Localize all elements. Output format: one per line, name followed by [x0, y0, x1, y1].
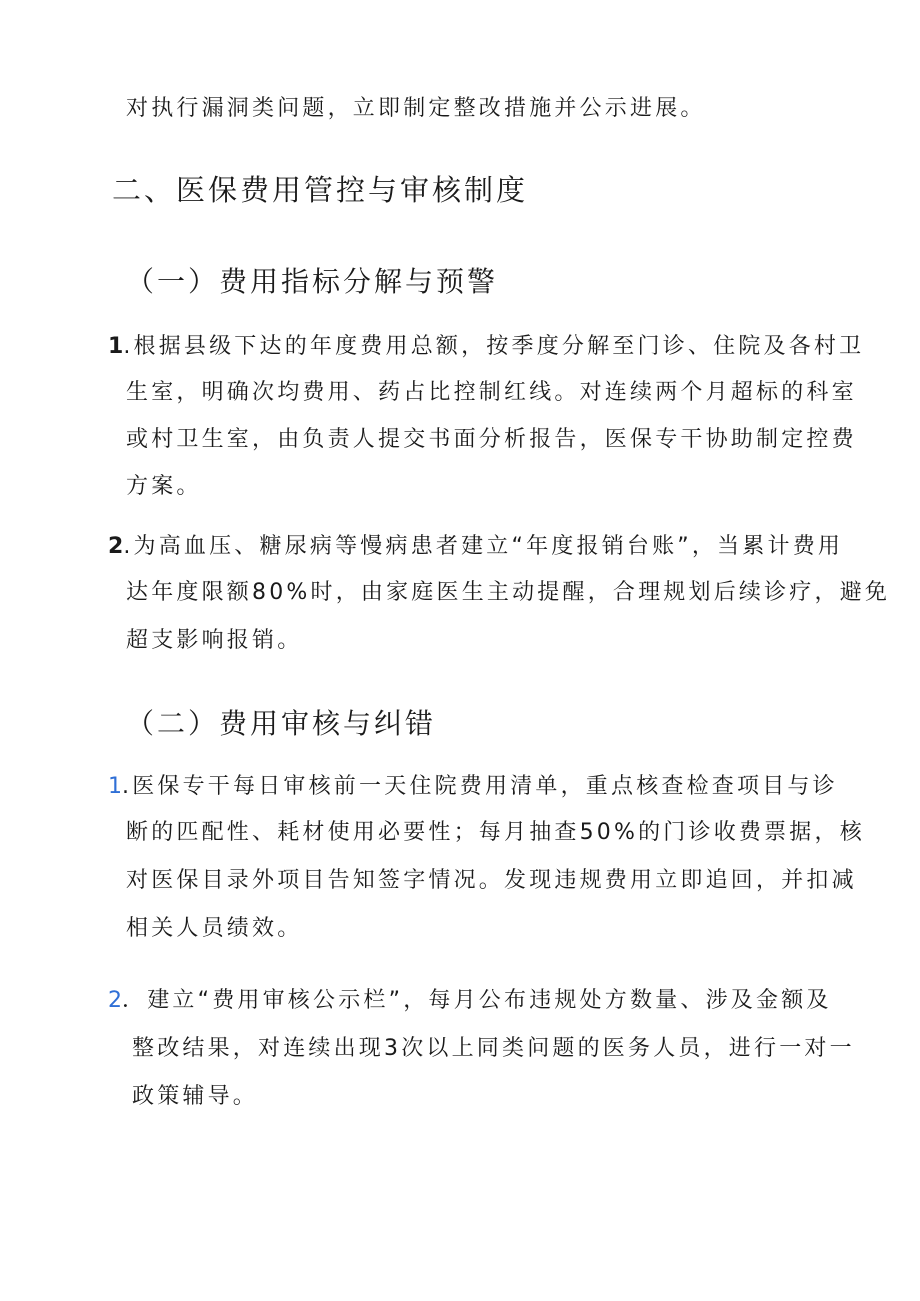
list-item-line: 超支影响报销。 [126, 628, 303, 653]
list-item-line [108, 986, 832, 1016]
list-item-number: 2 [108, 988, 122, 1013]
intro-line: 对执行漏洞类问题，立即制定整改措施并公示进展。 [126, 96, 706, 121]
list-item-line: 断的匹配性、耗材使用必要性；每月抽查50%的门诊收费票据，核 [126, 820, 865, 845]
list-item-number: 1 [108, 774, 122, 799]
subsection-heading-1: （一）费用指标分解与预警 [126, 265, 499, 298]
list-item-number: 2 [108, 534, 124, 559]
list-item-text: .为高血压、糖尿病等慢病患者建立“年度报销台账”，当累计费用 [123, 534, 844, 559]
list-item-line: 生室，明确次均费用、药占比控制红线。对连续两个月超标的科室 [126, 380, 857, 405]
list-item-line: 方案。 [126, 474, 202, 499]
list-item-line [108, 532, 843, 562]
list-item-line [108, 772, 838, 802]
list-item-line: 达年度限额80%时，由家庭医生主动提醒，合理规划后续诊疗，避免 [126, 580, 891, 605]
list-item-text: .根据县级下达的年度费用总额，按季度分解至门诊、住院及各村卫 [123, 334, 865, 359]
list-item-line: 对医保目录外项目告知签字情况。发现违规费用立即追回，并扣减 [126, 868, 857, 893]
section-heading: 二、医保费用管控与审核制度 [112, 173, 529, 207]
list-item-text: ．建立“费用审核公示栏”，每月公布违规处方数量、涉及金额及 [122, 988, 832, 1013]
list-item-line: 政策辅导。 [132, 1084, 259, 1109]
list-item-text: .医保专干每日审核前一天住院费用清单，重点核查检查项目与诊 [122, 774, 838, 799]
list-item-line: 或村卫生室，由负责人提交书面分析报告，医保专干协助制定控费 [126, 427, 857, 452]
list-item-number: 1 [108, 334, 124, 359]
list-item-line: 整改结果，对连续出现3次以上同类问题的医务人员，进行一对一 [132, 1036, 855, 1061]
list-item-line: 相关人员绩效。 [126, 916, 303, 941]
subsection-heading-2: （二）费用审核与纠错 [126, 707, 437, 740]
list-item-line [108, 332, 864, 362]
